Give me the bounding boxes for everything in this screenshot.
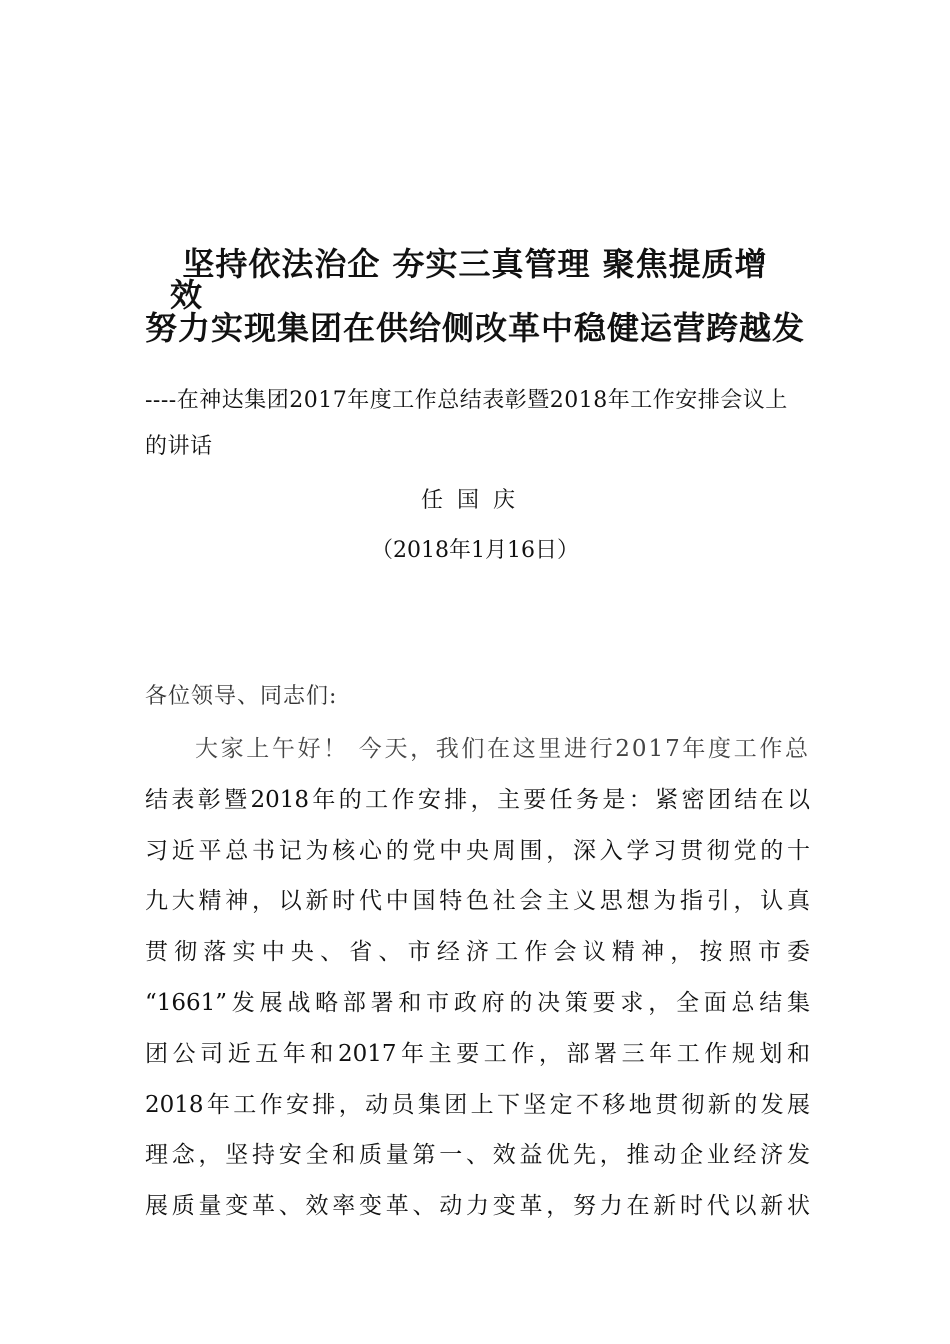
paragraph-line: 展质量变革、效率变革、动力变革，努力在新时代以新状 [145,1193,810,1220]
subtitle: ----在神达集团2017年度工作总结表彰暨2018年工作安排会议上的讲话 [145,388,788,459]
title-overflow-text: 效 [170,276,203,314]
salutation: 各位领导、同志们: [145,684,338,709]
paragraph-line: 团公司近五年和2017年主要工作，部署三年工作规划和 [145,1040,810,1067]
paragraph-line: 结表彰暨2018年的工作安排，主要任务是：紧密团结在以 [145,786,810,813]
paragraph-line: “1661”发展战略部署和市政府的决策要求，全面总结集 [145,989,810,1016]
paragraph-line: 理念，坚持安全和质量第一、效益优先，推动企业经济发 [145,1142,810,1169]
body-paragraph [145,724,810,1232]
paragraph-line: 习近平总书记为核心的党中央周围，深入学习贯彻党的十 [145,837,810,864]
title-line-2: 努力实现集团在供给侧改革中稳健运营跨越发 [144,309,805,347]
author-name: 任国庆 [420,488,529,513]
paragraph-line: 2018年工作安排，动员集团上下坚定不移地贯彻新的发展 [145,1091,810,1118]
paragraph-line: 贯彻落实中央、省、市经济工作会议精神，按照市委 [145,939,810,966]
title-overflow-glyph [170,276,203,314]
paragraph-line: 大家上午好！ 今天，我们在这里进行2017年度工作总 [195,736,810,762]
title-line-1: 坚持依法治企 夯实三真管理 聚焦提质增 [182,245,768,283]
speech-date: （2018年1月16日） [371,538,579,563]
paragraph-line: 九大精神，以新时代中国特色社会主义思想为指引，认真 [145,888,810,915]
